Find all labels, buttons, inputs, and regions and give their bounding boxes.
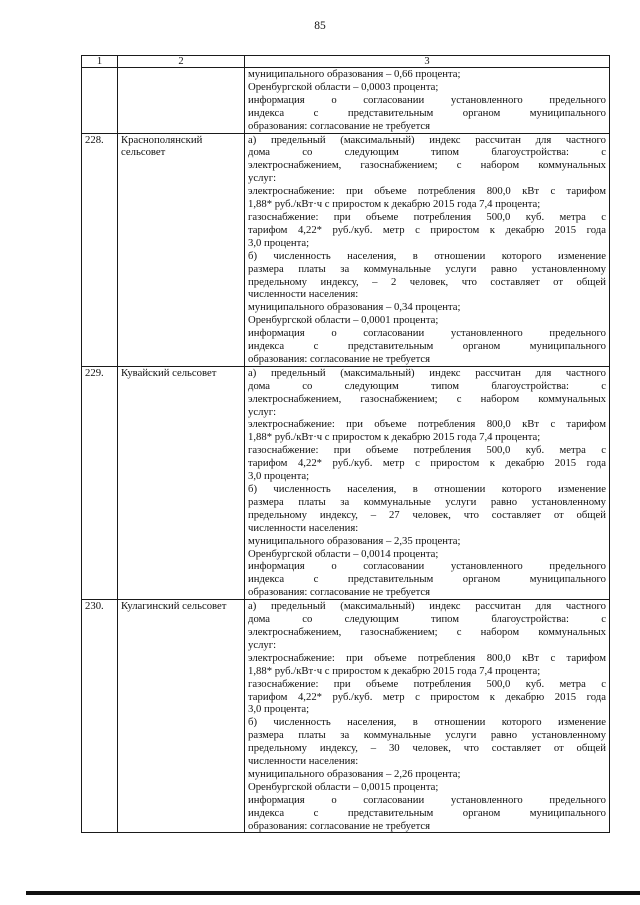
row-number xyxy=(82,68,118,134)
description-line: б) численность населения, в отношении которого изменение xyxy=(248,483,606,495)
bottom-rule xyxy=(26,891,640,895)
municipality-name: Кулагинский сельсовет xyxy=(118,600,245,833)
description-line: образования: согласование не требуется xyxy=(248,352,431,365)
description-line: муниципального образования – 2,26 процента; xyxy=(248,767,461,780)
table-row xyxy=(82,133,610,366)
index-description xyxy=(245,600,610,833)
description-line: индекса с представительным органом муниципального xyxy=(248,573,606,586)
table-header xyxy=(82,56,610,68)
description-line: а) предельный (максимальный) индекс рассчитан для частного xyxy=(248,133,606,146)
description-line: газоснабжение: при объеме потребления 500,0 куб. метра с xyxy=(248,210,606,223)
description-line: численности населения: xyxy=(248,521,359,534)
description-line: Оренбургской области – 0,0015 процента; xyxy=(248,780,439,793)
description-line: индекса с представительным органом муниципального xyxy=(248,340,606,353)
description-line: размера платы за коммунальные услуги равно установленному xyxy=(248,495,606,508)
description-line: размера платы за коммунальные услуги равно установленному xyxy=(248,729,606,742)
index-table xyxy=(81,55,610,833)
table-row xyxy=(82,68,610,134)
description-line: информация о согласовании установленного предельного xyxy=(248,793,606,806)
description-line: образования: согласование не требуется xyxy=(248,586,431,599)
description-line: электроснабжением, газоснабжением; с набором коммунальных xyxy=(248,625,606,638)
row-number: 230. xyxy=(82,600,118,833)
description-line: дома со следующим типом благоустройства: с xyxy=(248,379,606,392)
description-line: индекса с представительным органом муниципального xyxy=(248,806,606,819)
description-line: информация о согласовании установленного предельного xyxy=(248,560,606,573)
description-line: предельному индексу, – 27 человек, что составляет от общей xyxy=(248,508,606,521)
header-col-name: 2 xyxy=(118,56,245,68)
header-col-description: 3 xyxy=(245,56,610,68)
description-line: дома со следующим типом благоустройства: с xyxy=(248,613,606,626)
table-row xyxy=(82,600,610,833)
description-line: муниципального образования – 0,34 процента; xyxy=(248,301,461,314)
description-line: а) предельный (максимальный) индекс рассчитан для частного xyxy=(248,366,606,379)
description-line: газоснабжение: при объеме потребления 500,0 куб. метра с xyxy=(248,444,606,457)
description-line: услуг: xyxy=(248,638,277,651)
index-description xyxy=(245,68,610,134)
description-line: тарифом 4,22* руб./куб. метр с приростом к декабрю 2015 года xyxy=(248,223,606,236)
description-line: Оренбургской области – 0,0003 процента; xyxy=(248,80,439,93)
description-line: муниципального образования – 2,35 процента; xyxy=(248,534,461,547)
description-line: дома со следующим типом благоустройства: с xyxy=(248,146,606,159)
description-line: 3,0 процента; xyxy=(248,236,310,249)
description-line: предельному индексу, – 2 человек, что составляет от общей xyxy=(248,275,606,288)
header-col-number: 1 xyxy=(82,56,118,68)
description-line: б) численность населения, в отношении которого изменение xyxy=(248,249,606,262)
description-line: газоснабжение: при объеме потребления 500,0 куб. метра с xyxy=(248,677,606,690)
municipality-name: Краснополянский сельсовет xyxy=(118,133,245,366)
description-line: 1,88* руб./кВт·ч с приростом к декабрю 2015 года 7,4 процента; xyxy=(248,198,541,211)
table-body xyxy=(82,68,610,833)
description-line: б) численность населения, в отношении которого изменение xyxy=(248,716,606,729)
description-line: электроснабжением, газоснабжением; с набором коммунальных xyxy=(248,392,606,405)
description-line: индекса с представительным органом муниципального xyxy=(248,106,606,119)
description-line: муниципального образования – 0,66 процента; xyxy=(248,68,461,80)
municipality-name: Кувайский сельсовет xyxy=(118,366,245,599)
description-line: электроснабжение: при объеме потребления 800,0 кВт с тарифом xyxy=(248,418,606,431)
description-line: численности населения: xyxy=(248,755,359,768)
municipality-name xyxy=(118,68,245,134)
description-line: 3,0 процента; xyxy=(248,470,310,483)
header-row xyxy=(82,56,610,68)
table-row xyxy=(82,366,610,599)
description-line: 1,88* руб./кВт·ч с приростом к декабрю 2015 года 7,4 процента; xyxy=(248,664,541,677)
description-line: электроснабжением, газоснабжением; с набором коммунальных xyxy=(248,159,606,172)
description-line: тарифом 4,22* руб./куб. метр с приростом к декабрю 2015 года xyxy=(248,457,606,470)
description-line: услуг: xyxy=(248,172,277,185)
description-line: образования: согласование не требуется xyxy=(248,819,431,832)
description-line: размера платы за коммунальные услуги равно установленному xyxy=(248,262,606,275)
description-line: тарифом 4,22* руб./куб. метр с приростом к декабрю 2015 года xyxy=(248,690,606,703)
description-line: предельному индексу, – 30 человек, что составляет от общей xyxy=(248,742,606,755)
description-line: услуг: xyxy=(248,405,277,418)
index-description xyxy=(245,366,610,599)
description-line: а) предельный (максимальный) индекс рассчитан для частного xyxy=(248,600,606,613)
description-line: Оренбургской области – 0,0001 процента; xyxy=(248,314,439,327)
description-line: электроснабжение: при объеме потребления 800,0 кВт с тарифом xyxy=(248,651,606,664)
description-line: Оренбургской области – 0,0014 процента; xyxy=(248,547,439,560)
description-line: информация о согласовании установленного предельного xyxy=(248,93,606,106)
description-line: образования: согласование не требуется xyxy=(248,119,431,132)
index-description xyxy=(245,133,610,366)
page-number: 85 xyxy=(314,20,326,32)
description-line: 1,88* руб./кВт·ч с приростом к декабрю 2015 года 7,4 процента; xyxy=(248,431,541,444)
row-number: 228. xyxy=(82,133,118,366)
description-line: информация о согласовании установленного предельного xyxy=(248,327,606,340)
description-line: численности населения: xyxy=(248,288,359,301)
description-line: электроснабжение: при объеме потребления 800,0 кВт с тарифом xyxy=(248,185,606,198)
row-number: 229. xyxy=(82,366,118,599)
description-line: 3,0 процента; xyxy=(248,703,310,716)
